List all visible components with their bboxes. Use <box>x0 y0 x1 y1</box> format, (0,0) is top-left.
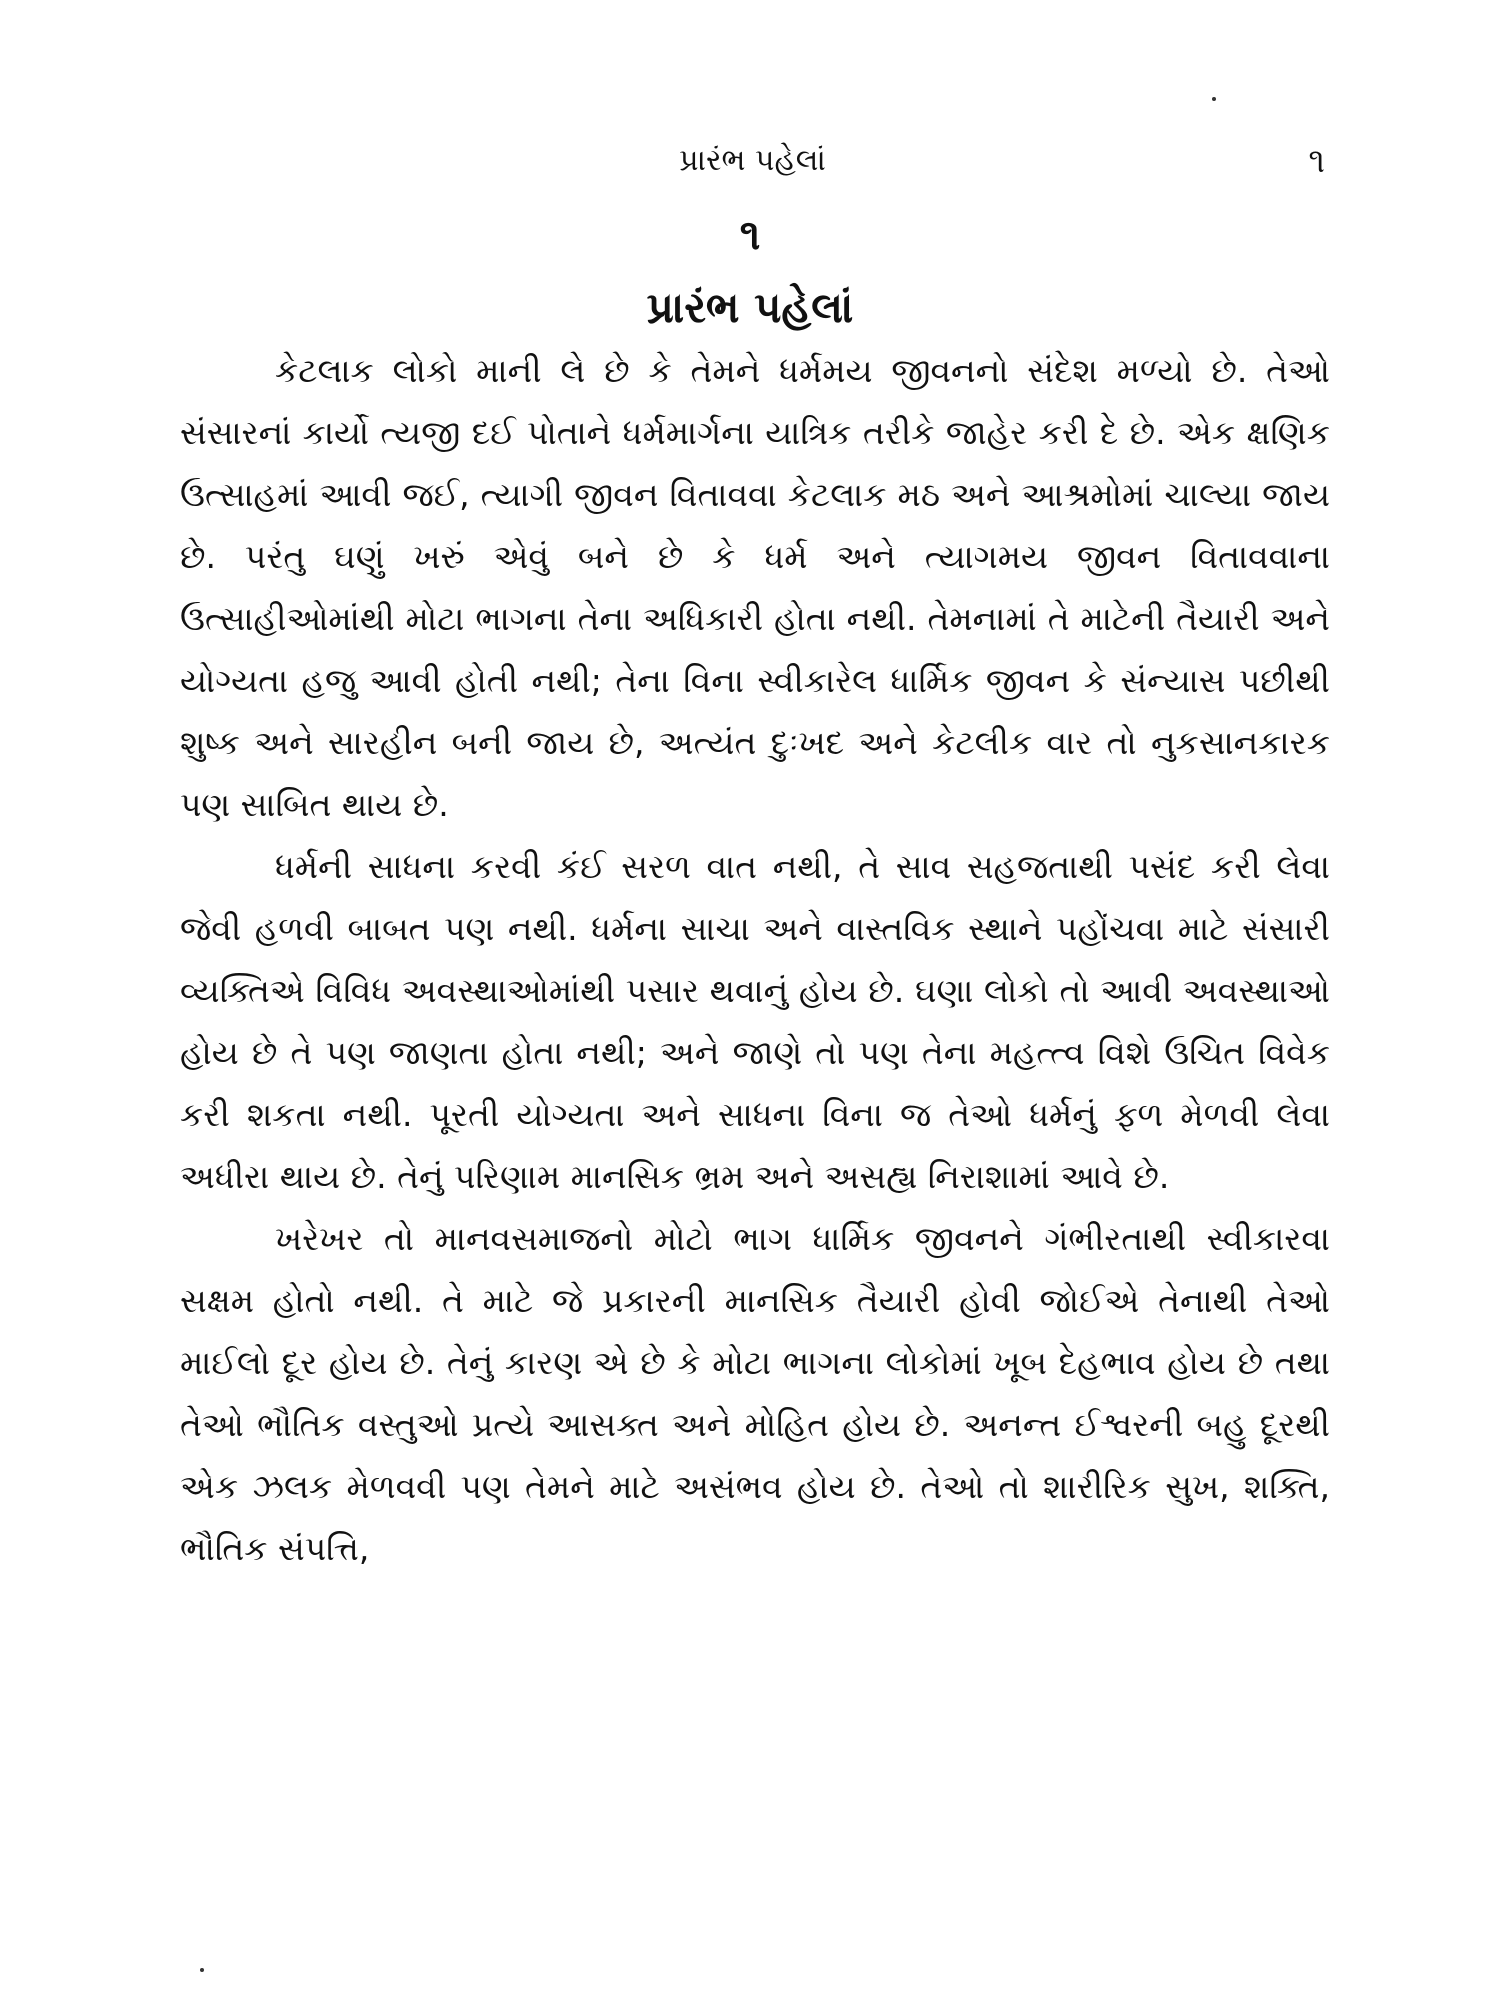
page-number: ૧ <box>1308 141 1325 181</box>
speck-mark <box>1212 97 1216 101</box>
paragraph: ધર્મની સાધના કરવી કંઈ સરળ વાત નથી, તે સાવ સહજતાથી પસંદ કરી લેવા જેવી હળવી બાબત પણ નથી. ધર્મના સાચા અને વાસ્તવિક સ્થાને પહોંચવા માટે સંસારી વ્યક્તિએ વિવિધ અવસ્થાઓમાંથી પસાર થવાનું હોય છે. ઘણા લોકો તો આવી અવસ્થાઓ હોય છે તે પણ જાણતા હોતા નથી; અને જાણે તો પણ તેના મહત્ત્વ વિશે ઉચિત વિવેક કરી શકતા નથી. પૂરતી યોગ્યતા અને સાધના વિના જ તેઓ ધર્મનું ફળ મેળવી લેવા અધીરા થાય છે. તેનું પરિણામ માનસિક ભ્રમ અને અસહ્ય નિરાશામાં આવે છે. <box>180 847 1330 1196</box>
speck-mark <box>200 1968 204 1972</box>
running-title: પ્રારંભ પહેલાં <box>679 143 826 178</box>
paragraph: ખરેખર તો માનવસમાજનો મોટો ભાગ ધાર્મિક જીવનને ગંભીરતાથી સ્વીકારવા સક્ષમ હોતો નથી. તે માટે જે પ્રકારની માનસિક તૈયારી હોવી જોઈએ તેનાથી તેઓ માઈલો દૂર હોય છે. તેનું કારણ એ છે કે મોટા ભાગના લોકોમાં ખૂબ દેહભાવ હોય છે તથા તેઓ ભૌતિક વસ્તુઓ પ્રત્યે આસક્ત અને મોહિત હોય છે. અનન્ત ઈશ્વરની બહુ દૂરથી એક ઝલક મેળવવી પણ તેમને માટે અસંભવ હોય છે. તેઓ તો શારીરિક સુખ, શક્તિ, ભૌતિક સંપત્તિ, <box>180 1219 1330 1568</box>
chapter-number: ૧ <box>739 210 761 259</box>
body-text <box>180 340 1330 1580</box>
chapter-title: પ્રારંભ પહેલાં <box>646 283 854 332</box>
running-header <box>180 136 1325 186</box>
paragraph: કેટલાક લોકો માની લે છે કે તેમને ધર્મમય જીવનનો સંદેશ મળ્યો છે. તેઓ સંસારનાં કાર્યો ત્યજી દઈ પોતાને ધર્મમાર્ગના યાત્રિક તરીકે જાહેર કરી દે છે. એક ક્ષણિક ઉત્સાહમાં આવી જઈ, ત્યાગી જીવન વિતાવવા કેટલાક મઠ અને આશ્રમોમાં ચાલ્યા જાય છે. પરંતુ ઘણું ખરું એવું બને છે કે ધર્મ અને ત્યાગમય જીવન વિતાવવાના ઉત્સાહીઓમાંથી મોટા ભાગના તેના અધિકારી હોતા નથી. તેમનામાં તે માટેની તૈયારી અને યોગ્યતા હજુ આવી હોતી નથી; તેના વિના સ્વીકારેલ ધાર્મિક જીવન કે સંન્યાસ પછીથી શુષ્ક અને સારહીન બની જાય છે, અત્યંત દુઃખદ અને કેટલીક વાર તો નુકસાનકારક પણ સાબિત થાય છે. <box>180 351 1330 824</box>
